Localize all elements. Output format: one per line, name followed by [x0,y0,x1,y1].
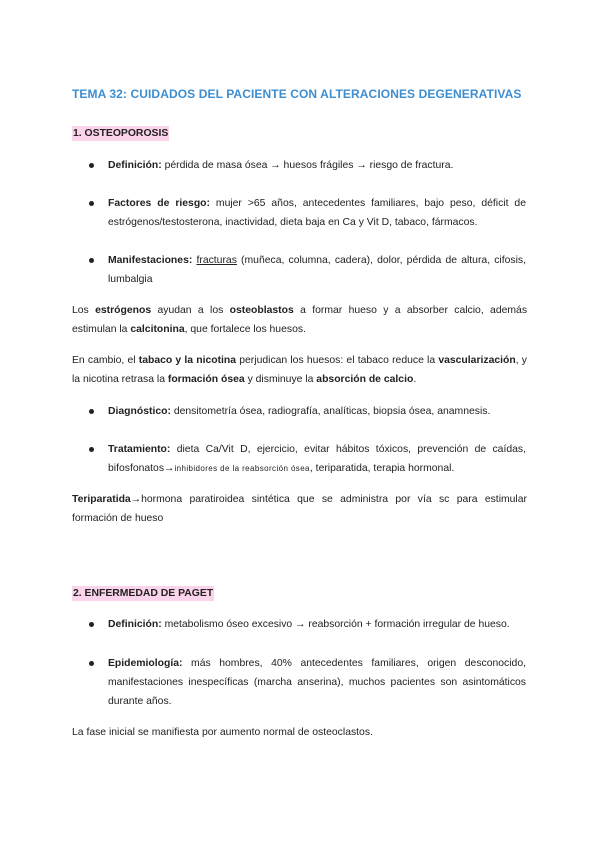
teriparatide-text: →hormona paratiroidea sintética que se administra por vía sc para estimular formación de hueso [72,494,527,524]
bold-run: calcitonina [130,324,185,335]
text-run: Los [72,305,96,316]
treatment-label: Tratamiento: [108,444,171,455]
manifestations-underlined: fracturas [196,255,237,266]
section-heading-osteoporosis: 1. OSTEOPOROSIS [73,128,169,139]
list-item-definicion [92,156,526,175]
bold-run: absorción de calcio [316,374,414,385]
treatment-small-text: inhibidores de la reabsorción ósea [174,464,310,473]
diagnosis-text: densitometría ósea, radiografía, analíticas, biopsia ósea, anamnesis. [170,406,491,417]
definition-text: pérdida de masa ósea → huesos frágiles → riesgo de fractura. [161,160,454,171]
teriparatide-label: Teriparatida [72,494,131,505]
definition-label: Definición: [108,160,162,171]
manifestations-label: Manifestaciones: [108,255,193,266]
epidemiology-label: Epidemiología: [108,658,183,669]
risk-factors-label: Factores de riesgo: [108,198,210,209]
treatment-end-text: , teriparatida, terapia hormonal. [309,463,455,474]
paget-definition-label: Definición: [108,619,162,630]
list-item-diagnostico [92,402,526,421]
bold-run: estrógenos [95,305,152,316]
text-run: a formar hueso y a absorber calcio, además estimulan la [72,305,528,335]
list-item-manifestaciones [92,251,526,289]
bold-run: vascularización [438,355,516,366]
text-run: . [413,374,417,385]
bold-run: tabaco y la nicotina [138,355,237,366]
text-run: , y la nicotina retrasa la [72,355,527,385]
list-item-tratamiento [92,440,526,478]
list-item-paget-definicion [92,615,526,634]
paragraph-tabaco [72,351,527,389]
list-item-epidemiologia [92,654,526,711]
list-item-factores-riesgo [92,194,526,232]
text-run: perjudican los huesos: el tabaco reduce la [236,355,439,366]
paragraph-fase-inicial: La fase inicial se manifiesta por aumento normal de osteoclastos. [72,727,373,738]
page-title: TEMA 32: CUIDADOS DEL PACIENTE CON ALTERACIONES DEGENERATIVAS [72,87,522,101]
epidemiology-text: más hombres, 40% antecedentes familiares, origen desconocido, manifestaciones inespecíficas (marcha anserina), muchos pacientes son asintomáticos durante años. [108,658,526,707]
bold-run: osteoblastos [229,305,294,316]
paget-definition-text: metabolismo óseo excesivo → reabsorción + formación irregular de hueso. [161,619,510,630]
paragraph-teriparatida [72,490,527,528]
paragraph-estrogenos [72,301,527,339]
text-run: y disminuye la [244,374,317,385]
risk-factors-text: mujer >65 años, antecedentes familiares, bajo peso, déficit de estrógenos/testosterona, inactividad, dieta baja en Ca y Vit D, tabaco, fármacos. [108,198,526,228]
diagnosis-label: Diagnóstico: [108,406,171,417]
section-heading-paget: 2. ENFERMEDAD DE PAGET [73,588,214,599]
text-run: ayudan a los [151,305,230,316]
text-run: , que fortalece los huesos. [184,324,306,335]
text-run: En cambio, el [72,355,139,366]
bold-run: formación ósea [167,374,245,385]
manifestations-text: (muñeca, columna, cadera), dolor, pérdida de altura, cifosis, lumbalgia [108,255,526,285]
treatment-text: dieta Ca/Vit D, ejercicio, evitar hábitos tóxicos, prevención de caídas, bifosfonatos→ [108,444,526,474]
